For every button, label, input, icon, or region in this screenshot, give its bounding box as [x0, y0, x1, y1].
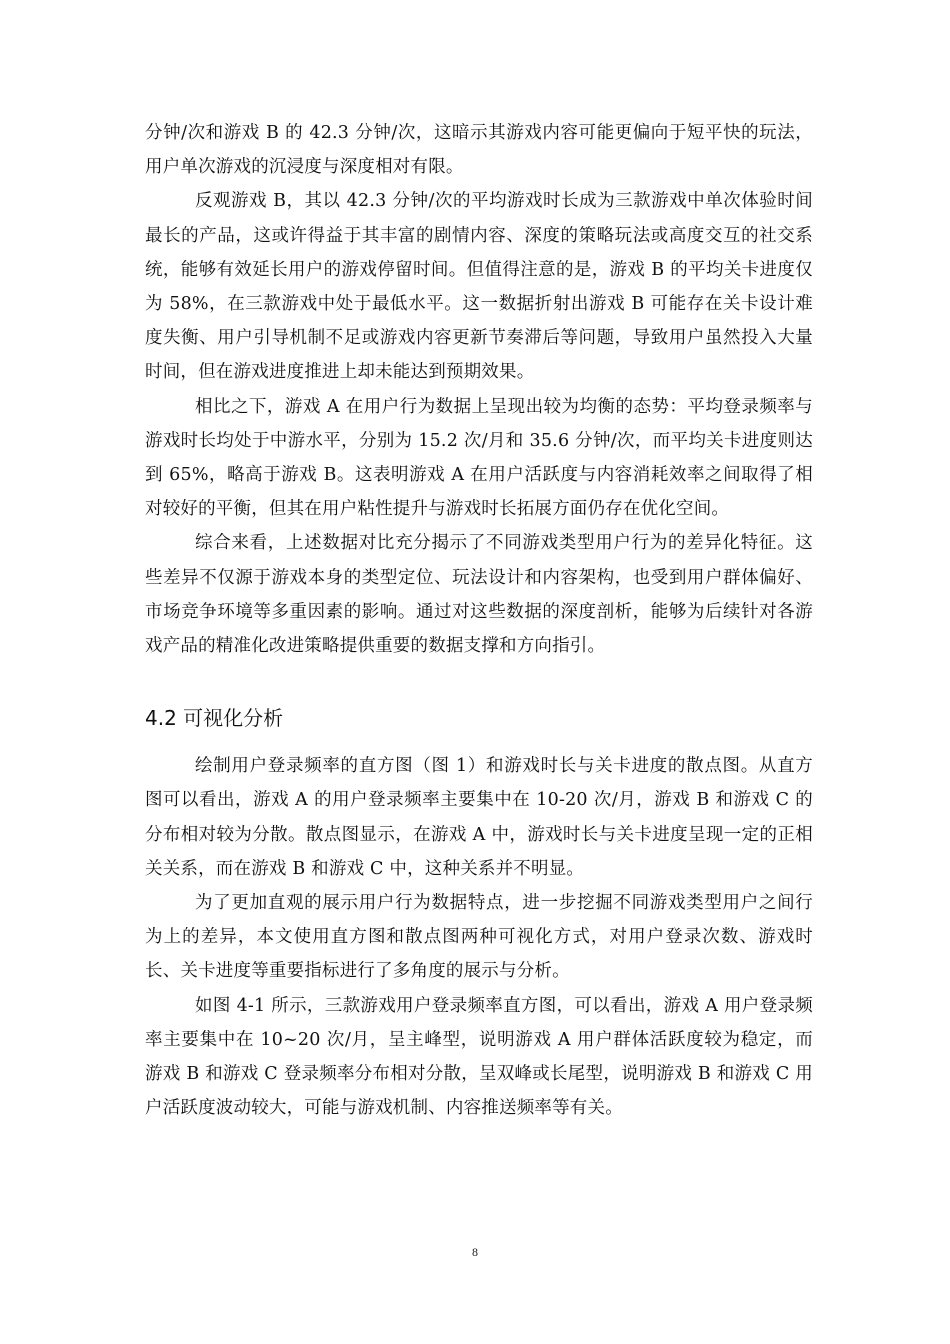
section-heading: 4.2 可视化分析 — [145, 706, 284, 731]
document-body — [145, 116, 813, 1125]
page-number: 8 — [472, 1245, 478, 1259]
paragraph-game-a-analysis: 相比之下，游戏 A 在用户行为数据上呈现出较为均衡的态势：平均登录频率与游戏时长均处于中游水平，分别为 15.2 次/月和 35.6 分钟/次，而平均关卡进度则达到 65%，略高于游戏 B。这表明游戏 A 在用户活跃度与内容消耗效率之间取得了相对较好的平衡，但其在用户粘性提升与游戏时长拓展方面仍存在优化空间。 — [145, 396, 813, 520]
paragraph-figure-description: 如图 4-1 所示，三款游戏用户登录频率直方图，可以看出，游戏 A 用户登录频率主要集中在 10~20 次/月，呈主峰型，说明游戏 A 用户群体活跃度较为稳定，而游戏 B 和游戏 C 登录频率分布相对分散，呈双峰或长尾型，说明游戏 B 和游戏 C 用户活跃度波动较大，可能与游戏机制、内容推送频率等有关。 — [145, 995, 813, 1119]
paragraph-summary: 综合来看，上述数据对比充分揭示了不同游戏类型用户行为的差异化特征。这些差异不仅源于游戏本身的类型定位、玩法设计和内容架构，也受到用户群体偏好、市场竞争环境等多重因素的影响。通过对这些数据的深度剖析，能够为后续针对各游戏产品的精准化改进策略提供重要的数据支撑和方向指引。 — [145, 533, 813, 657]
paragraph-visualization-method: 为了更加直观的展示用户行为数据特点，进一步挖掘不同游戏类型用户之间行为上的差异，本文使用直方图和散点图两种可视化方式，对用户登录次数、游戏时长、关卡进度等重要指标进行了多角度的展示与分析。 — [145, 893, 813, 982]
paragraph-game-b-analysis: 反观游戏 B，其以 42.3 分钟/次的平均游戏时长成为三款游戏中单次体验时间最长的产品，这或许得益于其丰富的剧情内容、深度的策略玩法或高度交互的社交系统，能够有效延长用户的游戏停留时间。但值得注意的是，游戏 B 的平均关卡进度仅为 58%，在三款游戏中处于最低水平。这一数据折射出游戏 B 可能存在关卡设计难度失衡、用户引导机制不足或游戏内容更新节奏滞后等问题，导致用户虽然投入大量时间，但在游戏进度推进上却未能达到预期效果。 — [145, 191, 813, 383]
paragraph-visualization-intro: 绘制用户登录频率的直方图（图 1）和游戏时长与关卡进度的散点图。从直方图可以看出，游戏 A 的用户登录频率主要集中在 10-20 次/月，游戏 B 和游戏 C 的分布相对较为分散。散点图显示，在游戏 A 中，游戏时长与关卡进度呈现一定的正相关关系，而在游戏 B 和游戏 C 中，这种关系并不明显。 — [145, 756, 813, 879]
paragraph-continuation: 分钟/次和游戏 B 的 42.3 分钟/次，这暗示其游戏内容可能更偏向于短平快的玩法，用户单次游戏的沉浸度与深度相对有限。 — [145, 123, 813, 178]
